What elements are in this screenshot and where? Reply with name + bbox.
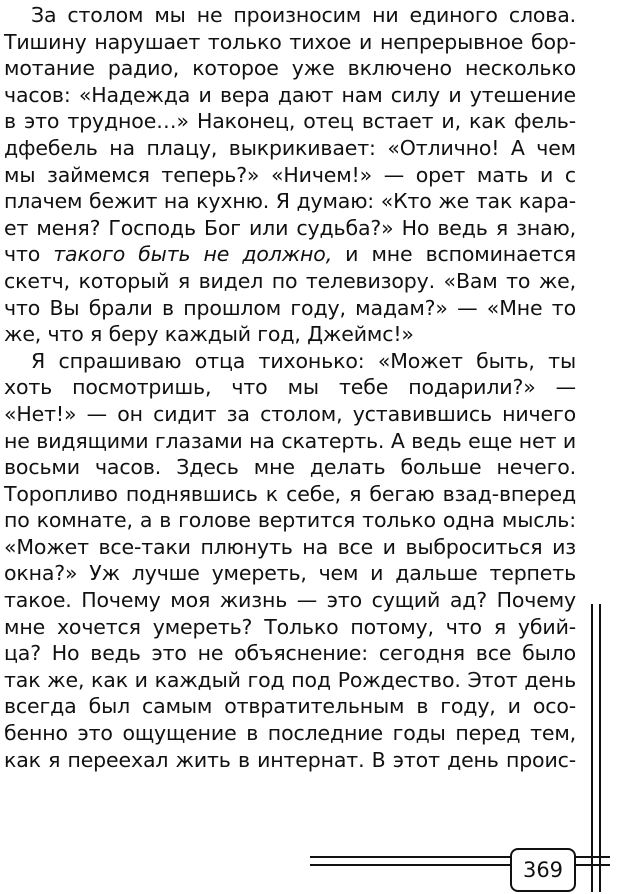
text-line: по комнате, а в голове вертится только одна мысль: [4,508,576,533]
text-line: «Нет!» — он сидит за столом, уставившись ничего [4,401,576,426]
text-line: хоть посмотришь, что мы тебе подарили?» — [4,375,576,400]
margin-rule [599,604,601,892]
text-line: дфебель на плацу, выкрикивает: «Отлично! А чем [4,135,576,160]
text-line: Я спрашиваю отца тихонько: «Может быть, ты [31,348,576,373]
text-line: За столом мы не произносим ни единого слова. [31,3,576,27]
text-line: ет меня? Господь Бог или судьба?» Но ведь я знаю, [4,215,576,240]
text-line: такое. Почему моя жизнь — это сущий ад? Почему [4,588,576,613]
text-line: Тишину нарушает только тихое и непрерывное бор- [4,29,576,54]
footer-rule [310,864,510,866]
text-line: мне хочется умереть? Только потому, что я убий- [4,614,576,639]
text-line: мы займемся теперь?» «Ничем!» — орет мать и с [4,162,576,187]
italic-phrase: такого быть не должно, [53,242,333,267]
footer-rule [576,864,610,866]
text-line-with-italic [4,241,576,268]
paragraph-1 [4,2,576,348]
text-line: же, что я беру каждый год, Джеймс!» [4,322,414,347]
text-fragment: что [4,242,54,267]
body-text [4,2,576,773]
text-line: мотание радио, которое уже включено несколько [4,56,576,81]
text-line: ца? Но ведь это не объяснение: сегодня все было [4,641,576,666]
text-line: что Вы брали в прошлом году, мадам?» — «Мне то [4,295,576,320]
margin-rule [591,604,593,892]
text-line: «Может все-таки плюнуть на все и выброситься из [4,534,576,559]
page-number: 369 [510,848,576,892]
text-line: в это трудное…» Наконец, отец встает и, как фель- [4,109,576,134]
text-line: не видящими глазами на скатерть. А ведь еще нет и [4,428,576,453]
text-line: плачем бежит на кухню. Я думаю: «Кто же так кара- [4,189,576,214]
text-line: бенно это ощущение в последние годы перед тем, [4,721,576,746]
footer-rule [310,856,510,858]
text-line: скетч, который я видел по телевизору. «Вам то же, [4,268,576,293]
footer-rule [576,856,610,858]
text-line: так же, как и каждый год под Рождество. Этот день [4,667,576,692]
text-fragment: и мне вспоминается [332,242,576,267]
text-line: как я переехал жить в интернат. В этот день проис- [4,747,576,772]
text-line: Торопливо поднявшись к себе, я бегаю взад-вперед [4,481,576,506]
text-line: часов: «Надежда и вера дают нам силу и утешение [4,82,576,107]
text-line: восьми часов. Здесь мне делать больше нечего. [4,455,576,480]
paragraph-2 [4,348,576,774]
text-line: всегда был самым отвратительным в году, и осо- [4,694,576,719]
text-line: окна?» Уж лучше умереть, чем и дальше терпеть [4,561,576,586]
